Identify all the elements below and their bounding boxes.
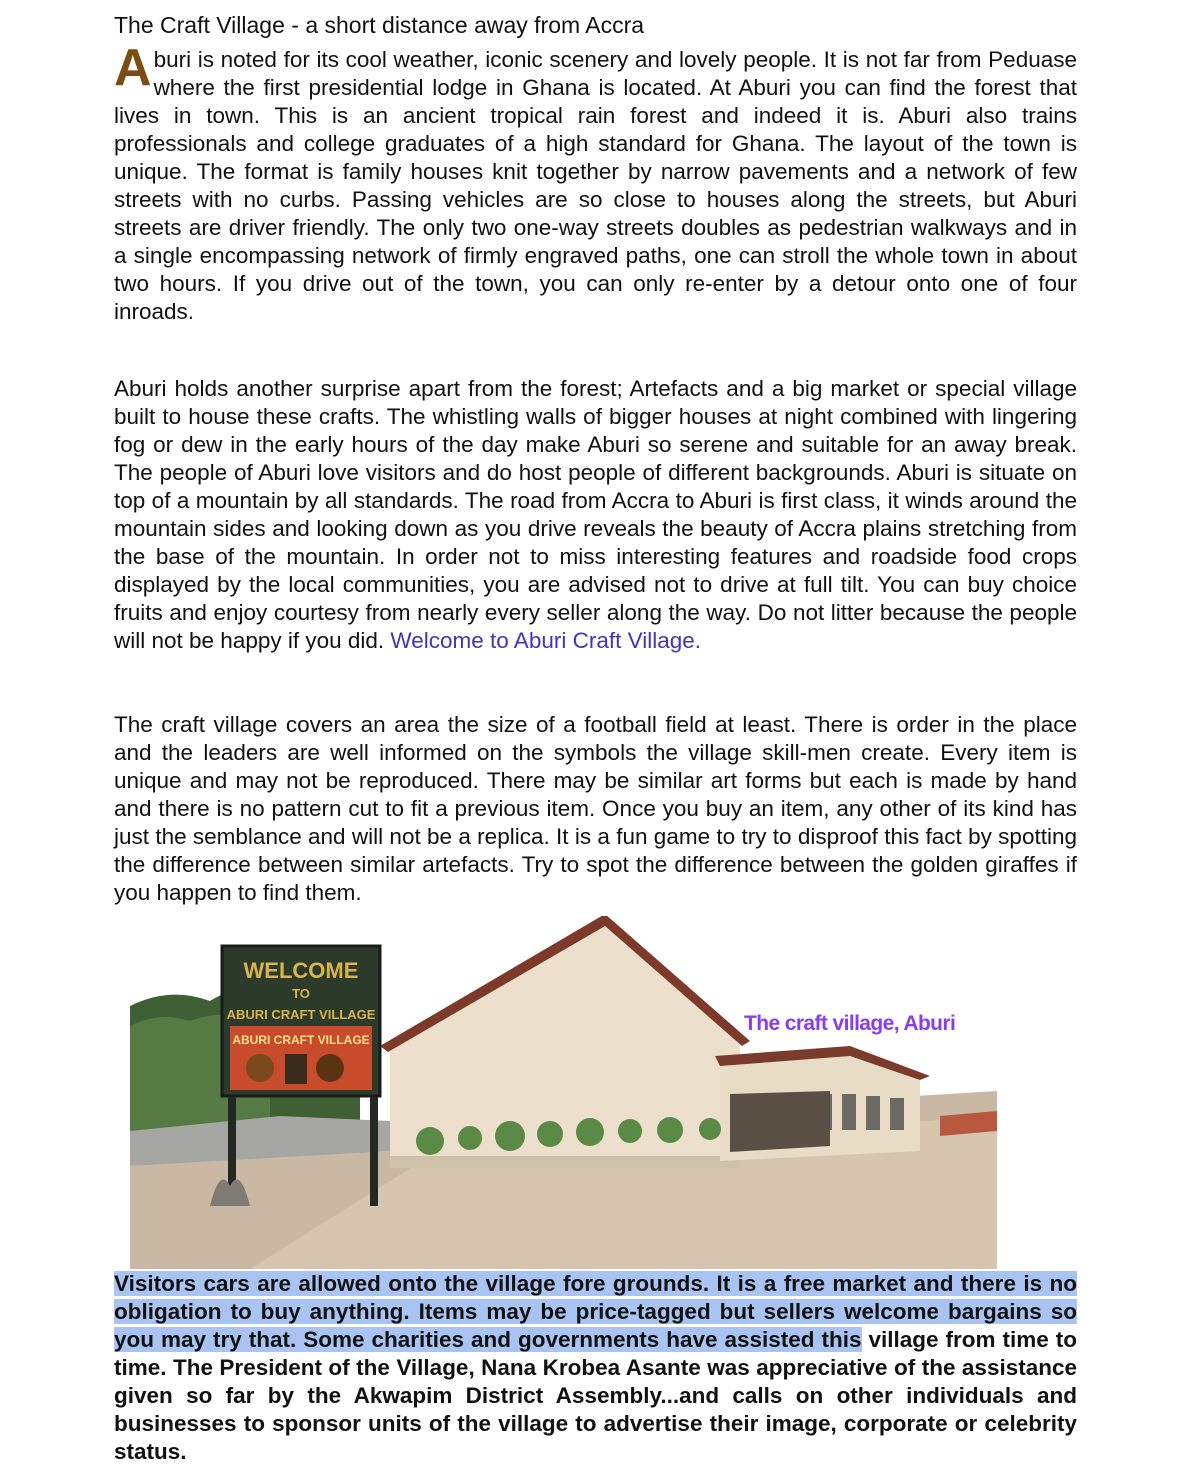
photo-caption: The craft village, Aburi: [744, 1012, 956, 1035]
sign-welcome-text: WELCOME: [243, 958, 359, 983]
paragraph-2: [114, 375, 1077, 655]
drop-cap: A: [114, 39, 152, 97]
craft-village-photo: [130, 916, 997, 1269]
bold-rest-text: village from time to time. The President of the Village, Nana Krobea Asante was appreciative of the assistance given so far by the Akwapim District Assembly...and calls on other individuals and businesses to sponsor units of the village to advertise their image, corporate or celebrity status.: [114, 1327, 1078, 1464]
paragraph-2-text: Aburi holds another surprise apart from the forest; Artefacts and a big market or special village built to house these crafts. The whistling walls of bigger houses at night combined with lingering fog or dew in the early hours of the day make Aburi so serene and suitable for an away break. The people of Aburi love visitors and do host people of different backgrounds. Aburi is situate on top of a mountain by all standards. The road from Accra to Aburi is first class, it winds around the mountain sides and looking down as you drive reveals the beauty of Accra plains stretching from the base of the mountain. In order not to miss interesting features and roadside food crops displayed by the local communities, you are advised not to drive at full tilt. You can buy choice fruits and enjoy courtesy from nearly every seller along the way. Do not litter because the people will not be happy if you did.: [114, 376, 1077, 653]
paragraph-3-text: The craft village covers an area the size of a football field at least. There is order in the place and the leaders are well informed on the symbols the village skill-men create. Every item is unique and may not be reproduced. There may be similar art forms but each is made by hand and there is no pattern cut to fit a previous item. Once you buy an item, any other of its kind has just the semblance and will not be a replica. It is a fun game to try to disproof this fact by spotting the difference between similar artefacts. Try to spot the difference between the golden giraffes if you happen to find them.: [114, 712, 1077, 905]
craft-village-link[interactable]: Welcome to Aburi Craft Village.: [390, 628, 701, 653]
highlighted-text: Visitors cars are allowed onto the village fore grounds. It is a free market and there is no obligation to buy anything. Items may be price-tagged but sellers welcome bargains so you may try that. Some charities and governments have assisted this: [114, 1271, 1077, 1352]
paragraph-1: [114, 39, 1077, 326]
sign-to-text: TO: [292, 986, 310, 1001]
bold-closing-paragraph: [114, 1270, 1077, 1466]
paragraph-1-text: buri is noted for its cool weather, iconic scenery and lovely people. It is not far from Peduase where the first presidential lodge in Ghana is located. At Aburi you can find the forest that lives in town. This is an ancient tropical rain forest and indeed it is. Aburi also trains professionals and college graduates of a high standard for Ghana. The layout of the town is unique. The format is family houses knit together by narrow pavements and a network of few streets with no curbs. Passing vehicles are so close to houses along the streets, but Aburi streets are driver friendly. The only two one-way streets doubles as pedestrian walkways and in a single encompassing network of firmly engraved paths, one can stroll the whole town in about two hours. If you drive out of the town, you can only re-enter by a detour onto one of four inroads.: [114, 47, 1077, 324]
document-title: The Craft Village - a short distance away from Accra: [114, 12, 645, 38]
sign-village-text: ABURI CRAFT VILLAGE: [226, 1007, 376, 1022]
paragraph-3: [114, 711, 1077, 907]
sign-banner-text: ABURI CRAFT VILLAGE: [232, 1033, 370, 1047]
